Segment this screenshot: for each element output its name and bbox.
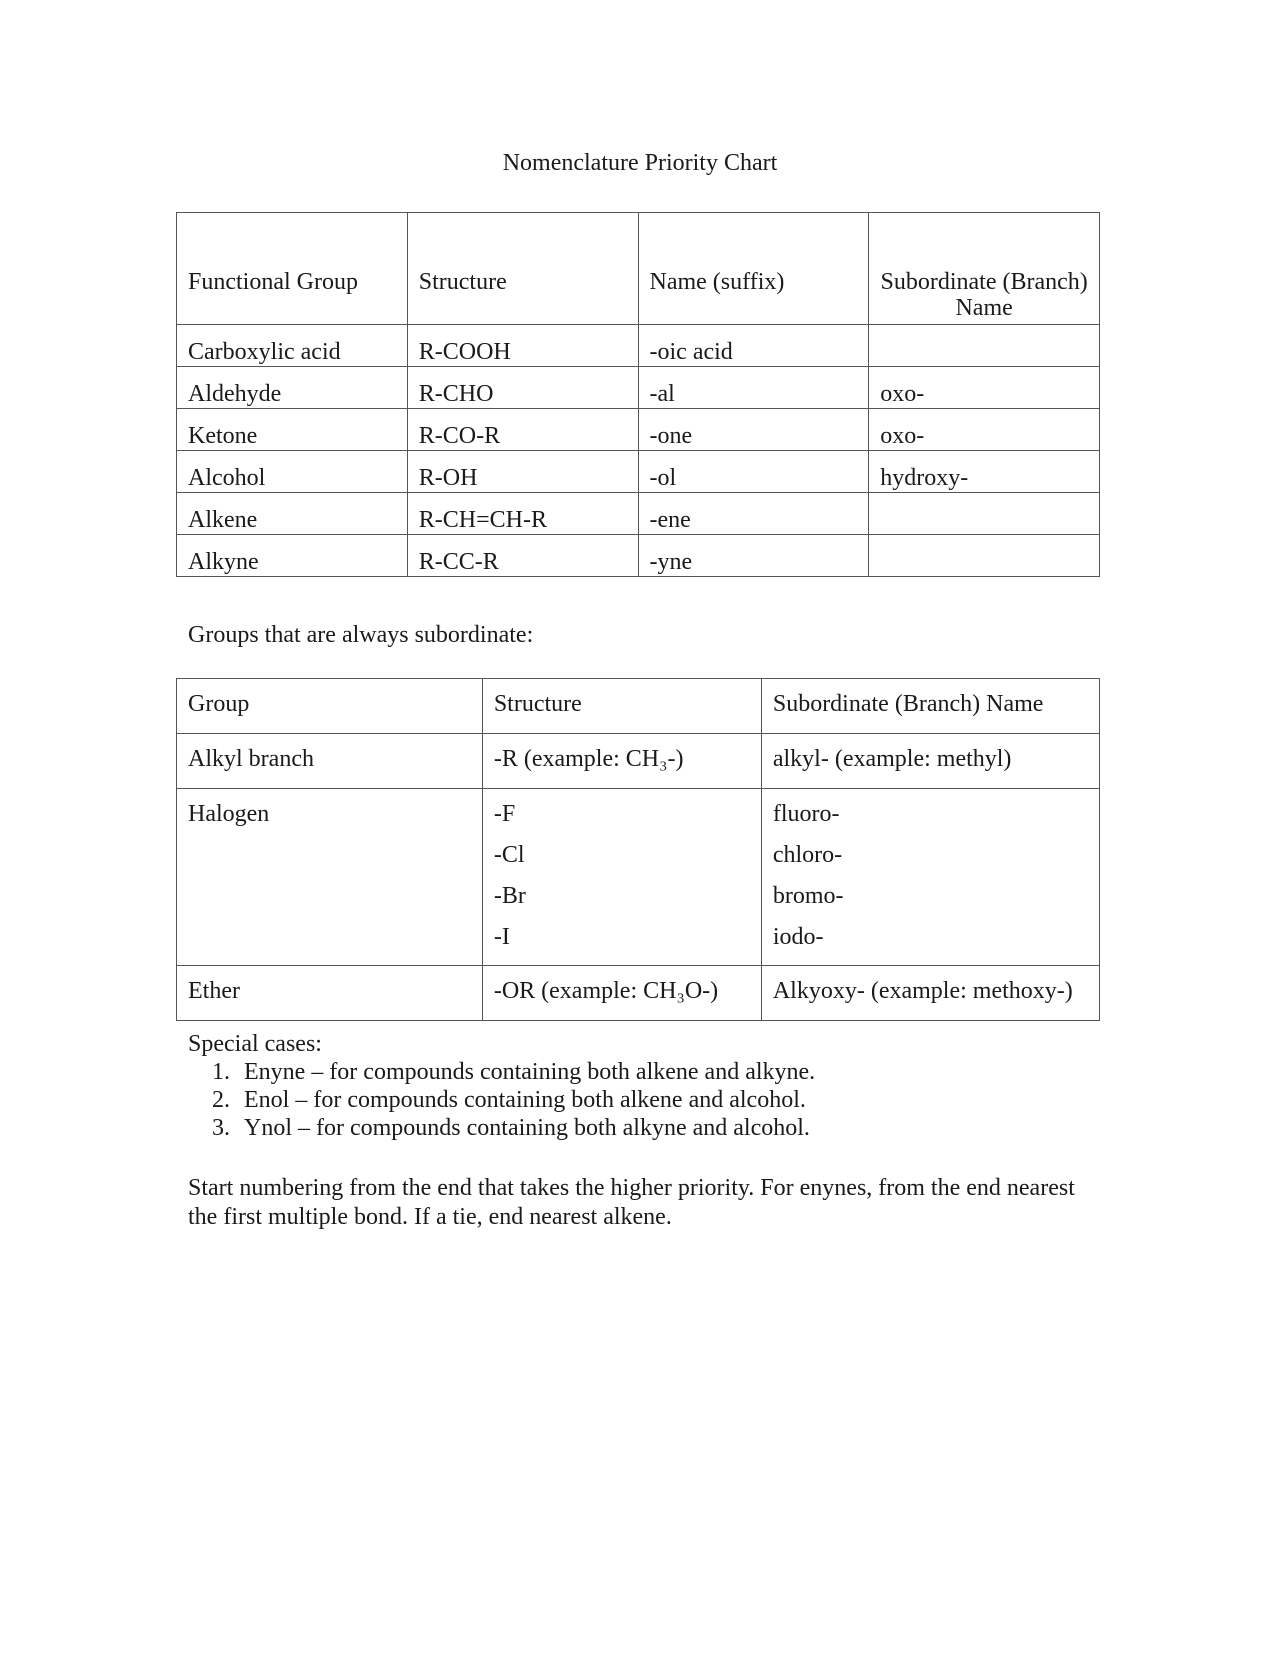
cell-group: Alkyl branch xyxy=(177,734,483,789)
cell-branch-name: alkyl- (example: methyl) xyxy=(761,734,1099,789)
subordinate-heading: Groups that are always subordinate: xyxy=(188,622,534,648)
halogen-structure: -Br xyxy=(493,883,526,909)
header-functional-group: Functional Group xyxy=(177,213,408,325)
table-row xyxy=(177,789,1100,966)
cell-structure: -R (example: CH₃-) xyxy=(482,734,761,789)
cell-group: Halogen xyxy=(177,789,483,966)
subordinate-table xyxy=(176,678,1100,1021)
cell-group: Alkyne xyxy=(177,535,408,577)
header-subordinate-name: Subordinate (Branch) Name xyxy=(761,679,1099,734)
cell-suffix: -one xyxy=(638,409,869,451)
special-cases-list xyxy=(188,1058,815,1142)
cell-group: Carboxylic acid xyxy=(177,325,408,367)
header-structure: Structure xyxy=(407,213,638,325)
cell-structure: R-CH=CH-R xyxy=(407,493,638,535)
cell-branch-name: hydroxy- xyxy=(869,451,1100,493)
cell-structure: R-CHO xyxy=(407,367,638,409)
cell-branch-name: Alkyoxy- (example: methoxy-) xyxy=(761,966,1099,1021)
table-row xyxy=(177,325,1100,367)
cell-group: Ether xyxy=(177,966,483,1021)
halogen-name: iodo- xyxy=(772,924,824,950)
cell-branch-name: oxo- xyxy=(869,367,1100,409)
special-cases xyxy=(188,1030,815,1142)
cell-suffix: -ol xyxy=(638,451,869,493)
cell-structure: R-CC-R xyxy=(407,535,638,577)
list-item: 2. Enol – for compounds containing both alkene and alcohol. xyxy=(236,1086,815,1114)
cell-suffix: -ene xyxy=(638,493,869,535)
cell-group: Alcohol xyxy=(177,451,408,493)
cell-suffix: -oic acid xyxy=(638,325,869,367)
cell-branch-name-list xyxy=(761,789,1099,966)
halogen-name: fluoro- xyxy=(772,801,840,827)
header-structure: Structure xyxy=(482,679,761,734)
cell-group: Aldehyde xyxy=(177,367,408,409)
halogen-structure: -Cl xyxy=(493,842,525,868)
table-header-row xyxy=(177,213,1100,325)
cell-structure: R-COOH xyxy=(407,325,638,367)
page-title: Nomenclature Priority Chart xyxy=(502,150,778,176)
cell-structure: R-CO-R xyxy=(407,409,638,451)
cell-branch-name: oxo- xyxy=(869,409,1100,451)
list-item: 1. Enyne – for compounds containing both alkene and alkyne. xyxy=(236,1058,815,1086)
cell-structure-list xyxy=(482,789,761,966)
table-row xyxy=(177,535,1100,577)
cell-group: Ketone xyxy=(177,409,408,451)
list-item: 3. Ynol – for compounds containing both alkyne and alcohol. xyxy=(236,1114,815,1142)
cell-branch-name xyxy=(869,325,1100,367)
priority-table xyxy=(176,212,1100,577)
cell-group: Alkene xyxy=(177,493,408,535)
table-row xyxy=(177,734,1100,789)
cell-suffix: -yne xyxy=(638,535,869,577)
header-subordinate-name: Subordinate (Branch) Name xyxy=(869,213,1100,325)
table-row xyxy=(177,367,1100,409)
halogen-name: bromo- xyxy=(772,883,844,909)
halogen-name: chloro- xyxy=(772,842,843,868)
halogen-structure: -I xyxy=(493,924,510,950)
cell-structure: R-OH xyxy=(407,451,638,493)
cell-branch-name xyxy=(869,535,1100,577)
table-row xyxy=(177,409,1100,451)
special-cases-heading: Special cases: xyxy=(188,1031,322,1057)
table-header-row xyxy=(177,679,1100,734)
numbering-note: Start numbering from the end that takes the higher priority. For enynes, from the end nearest the first multiple bond. If a tie, end nearest alkene. xyxy=(188,1175,1075,1230)
cell-branch-name xyxy=(869,493,1100,535)
cell-suffix: -al xyxy=(638,367,869,409)
header-group: Group xyxy=(177,679,483,734)
table-row xyxy=(177,493,1100,535)
cell-structure: -OR (example: CH₃O-) xyxy=(482,966,761,1021)
table-row xyxy=(177,451,1100,493)
header-name-suffix: Name (suffix) xyxy=(638,213,869,325)
halogen-structure: -F xyxy=(493,801,516,827)
table-row xyxy=(177,966,1100,1021)
